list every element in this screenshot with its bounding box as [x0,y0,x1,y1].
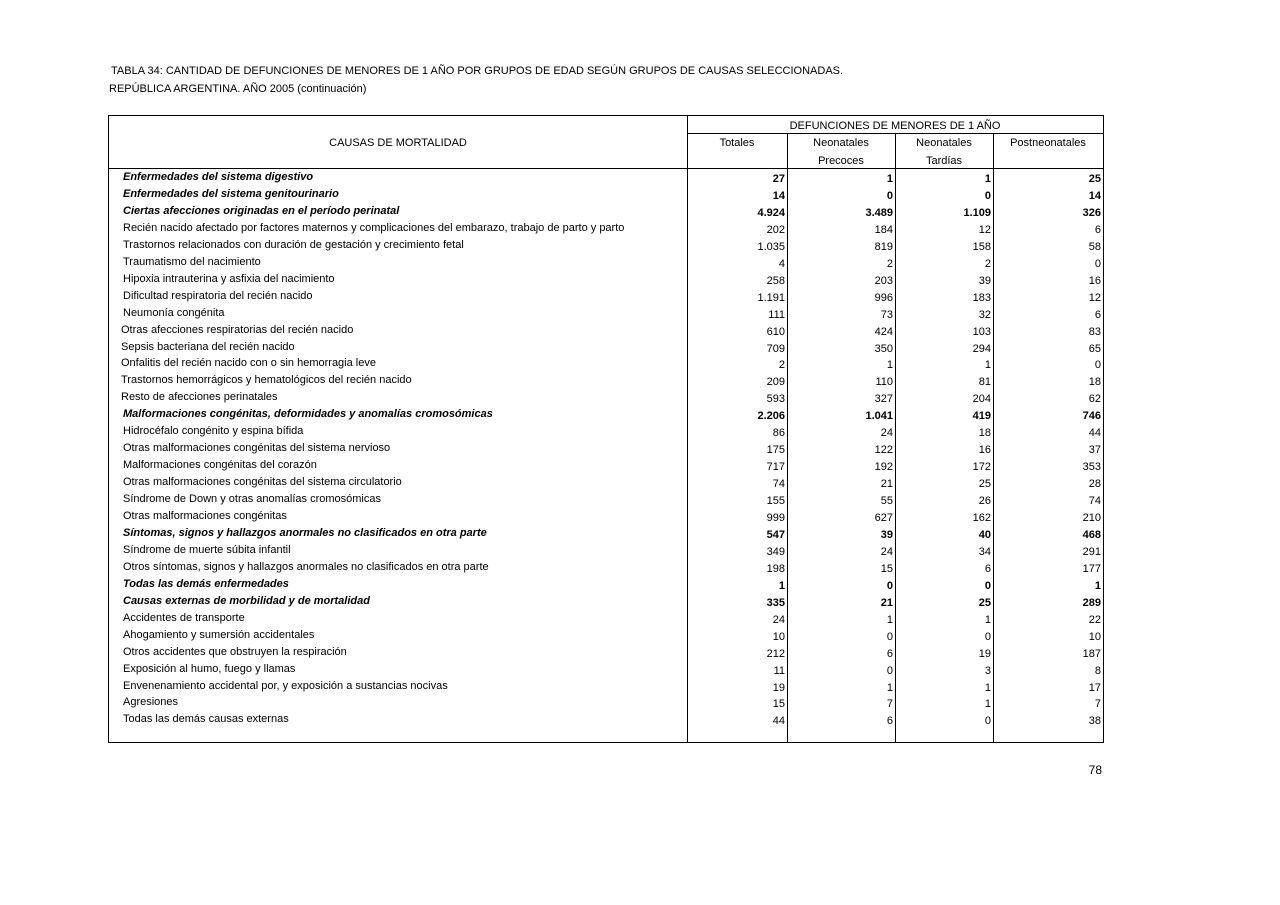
cell-precoces: 73 [880,308,893,321]
cell-totales: 86 [772,427,785,440]
cell-post: 6 [1094,223,1101,236]
table-title: TABLA 34: CANTIDAD DE DEFUNCIONES DE MENORES DE 1 AÑO POR GRUPOS DE EDAD SEGÚN GRUPOS DE CAUSAS SELECCIONADAS. [111,65,844,77]
header-divider [109,168,1103,169]
row-label: Enfermedades del sistema genitourinario [123,187,339,200]
cell-precoces: 819 [874,240,893,253]
cell-totales: 202 [766,223,785,236]
cell-precoces: 21 [880,478,893,491]
cell-post: 74 [1088,495,1101,508]
cell-post: 326 [1082,206,1101,219]
cell-post: 6 [1094,308,1101,321]
row-label: Accidentes de transporte [123,611,245,624]
cell-post: 289 [1082,596,1101,609]
cell-precoces: 7 [886,698,893,711]
cell-tardias: 32 [978,308,991,321]
col-header-precoces: Neonatales [813,137,869,149]
cell-post: 65 [1088,342,1101,355]
table-subtitle: REPÚBLICA ARGENTINA. AÑO 2005 (continuación) [109,83,367,95]
cell-precoces: 39 [880,528,893,541]
cell-tardias: 25 [978,478,991,491]
row-label: Sepsis bacteriana del recién nacido [121,340,295,353]
row-label: Agresiones [123,696,179,709]
cell-totales: 10 [772,630,785,643]
cell-tardias: 0 [984,189,991,202]
cell-totales: 349 [766,545,785,558]
row-label: Ciertas afecciones originadas en el período perinatal [123,204,400,217]
cell-tardias: 25 [978,596,991,609]
cell-post: 187 [1082,647,1101,660]
cell-totales: 44 [772,715,785,728]
mortality-table [108,115,1104,743]
cell-tardias: 0 [984,579,991,592]
cell-precoces: 21 [880,596,893,609]
cell-precoces: 1 [886,359,893,372]
cell-tardias: 1 [984,613,991,626]
column-divider [687,116,688,742]
cell-post: 25 [1088,173,1101,185]
causes-header: CAUSAS DE MORTALIDAD [329,137,467,149]
cell-post: 58 [1088,240,1101,253]
row-label: Enfermedades del sistema digestivo [123,171,314,183]
cell-tardias: 172 [972,461,991,474]
row-label: Malformaciones congénitas, deformidades y anomalías cromosómicas [123,408,493,421]
row-label: Ahogamiento y sumersión accidentales [123,628,315,641]
cell-precoces: 1 [886,681,893,694]
cell-precoces: 122 [874,444,893,457]
cell-tardias: 158 [972,240,991,253]
cell-tardias: 16 [978,444,991,457]
cell-totales: 610 [766,325,785,338]
cell-post: 83 [1088,325,1101,338]
row-label: Otras malformaciones congénitas [123,510,287,522]
row-label: Resto de afecciones perinatales [121,391,278,404]
cell-totales: 24 [772,613,785,626]
cell-precoces: 627 [874,512,893,524]
row-label: Hipoxia intrauterina y asfixia del nacimiento [123,272,335,285]
cell-tardias: 294 [972,342,991,355]
cell-totales: 209 [766,376,785,389]
row-label: Dificultad respiratoria del recién nacido [123,289,313,302]
row-label: Todas las demás enfermedades [123,577,289,590]
cell-totales: 14 [772,189,785,202]
cell-post: 12 [1088,291,1101,304]
row-label: Trastornos hemorrágicos y hematológicos del recién nacido [121,374,412,387]
row-label: Onfalitis del recién nacido con o sin hemorragia leve [121,357,376,370]
cell-totales: 155 [766,495,785,508]
cell-precoces: 2 [886,257,893,270]
cell-tardias: 6 [984,562,991,575]
row-label: Todas las demás causas externas [123,713,289,726]
cell-post: 38 [1088,715,1101,728]
cell-totales: 2.206 [757,410,785,423]
cell-post: 0 [1094,359,1101,372]
cell-tardias: 19 [978,647,991,660]
cell-totales: 1 [778,579,785,592]
cell-tardias: 2 [984,257,991,270]
cell-totales: 1.035 [757,240,785,253]
cell-tardias: 81 [978,376,991,389]
cell-tardias: 419 [972,410,991,423]
cell-totales: 4 [778,257,785,270]
cell-totales: 2 [778,359,785,372]
column-divider [787,133,788,742]
cell-tardias: 103 [972,325,991,338]
cell-tardias: 204 [972,393,991,406]
cell-precoces: 24 [880,545,893,558]
cell-tardias: 39 [978,274,991,287]
cell-precoces: 110 [875,376,893,389]
cell-tardias: 34 [978,545,991,558]
cell-tardias: 1 [984,681,991,694]
cell-post: 291 [1082,545,1101,558]
cell-precoces: 3.489 [865,206,893,219]
cell-precoces: 0 [886,189,893,202]
col-header-tardias-sub: Tardías [925,155,963,167]
row-label: Malformaciones congénitas del corazón [123,459,317,472]
page-number: 78 [1088,763,1102,777]
row-label: Causas externas de morbilidad y de mortalidad [123,594,370,607]
cell-tardias: 1 [984,173,991,185]
cell-tardias: 18 [978,427,991,440]
cell-post: 44 [1088,427,1101,440]
cell-precoces: 24 [880,427,893,440]
cell-precoces: 55 [880,495,893,508]
cell-post: 8 [1094,664,1101,677]
row-label: Hidrocéfalo congénito y espina bífida [123,425,304,438]
cell-totales: 175 [766,444,785,457]
cell-post: 62 [1088,393,1101,406]
cell-post: 746 [1082,410,1101,423]
cell-precoces: 327 [874,393,893,406]
cell-totales: 27 [772,173,785,185]
cell-precoces: 192 [874,461,893,474]
column-divider [993,133,994,742]
cell-tardias: 0 [984,715,991,728]
row-label: Síndrome de muerte súbita infantil [123,543,291,556]
cell-tardias: 12 [978,223,991,236]
cell-totales: 709 [766,342,785,355]
row-label: Recién nacido afectado por factores maternos y complicaciones del embarazo, trabajo de parto y parto [123,221,625,234]
cell-tardias: 1.109 [963,206,991,219]
cell-precoces: 184 [874,223,893,236]
row-label: Síndrome de Down y otras anomalías cromosómicas [123,493,381,506]
cell-totales: 717 [766,461,785,474]
cell-post: 17 [1088,681,1101,694]
cell-totales: 335 [766,596,785,609]
row-label: Otras afecciones respiratorias del recién nacido [121,323,354,336]
cell-totales: 11 [773,664,785,677]
cell-totales: 198 [766,562,785,575]
col-header-precoces-sub: Precoces [818,155,864,167]
cell-post: 7 [1094,698,1101,711]
cell-precoces: 0 [886,630,893,643]
cell-post: 22 [1088,613,1101,626]
cell-precoces: 1 [886,173,893,185]
cell-precoces: 350 [874,342,893,355]
cell-totales: 999 [766,512,785,524]
cell-post: 10 [1088,630,1101,643]
cell-post: 18 [1088,376,1101,389]
cell-tardias: 183 [972,291,991,304]
cell-tardias: 1 [984,359,991,372]
cell-precoces: 996 [874,291,893,304]
cell-totales: 212 [766,647,785,660]
cell-post: 37 [1088,444,1101,457]
cell-totales: 4.924 [757,206,785,219]
cell-post: 210 [1082,512,1101,524]
cell-totales: 74 [772,478,785,491]
cell-precoces: 0 [886,664,893,677]
row-label: Trastornos relacionados con duración de gestación y crecimiento fetal [123,238,464,251]
row-label: Otros síntomas, signos y hallazgos anormales no clasificados en otra parte [123,560,489,573]
row-label: Síntomas, signos y hallazgos anormales no clasificados en otra parte [123,526,487,539]
cell-post: 14 [1088,189,1101,202]
cell-tardias: 1 [984,698,991,711]
cell-tardias: 40 [978,528,991,541]
cell-post: 468 [1082,528,1101,541]
cell-post: 353 [1082,461,1101,474]
row-label: Otros accidentes que obstruyen la respiración [123,645,347,658]
cell-post: 177 [1082,562,1101,575]
row-label: Traumatismo del nacimiento [123,255,261,268]
col-header-tardias: Neonatales [916,137,972,149]
column-divider [895,133,896,742]
cell-precoces: 1 [886,613,893,626]
cell-totales: 593 [766,393,785,406]
cell-totales: 15 [772,698,785,711]
cell-tardias: 26 [978,495,991,508]
cell-post: 16 [1088,274,1101,287]
cell-post: 1 [1094,579,1101,592]
header-divider [687,133,1103,134]
cell-precoces: 6 [886,647,893,660]
cell-totales: 19 [772,681,785,694]
col-header-totales: Totales [719,137,755,149]
col-header-postneonatales: Postneonatales [1010,137,1086,149]
cell-precoces: 203 [874,274,893,287]
group-header: DEFUNCIONES DE MENORES DE 1 AÑO [789,120,1001,132]
cell-post: 28 [1088,478,1101,491]
row-label: Neumonía congénita [123,306,225,319]
cell-tardias: 162 [972,512,991,524]
row-label: Otras malformaciones congénitas del sistema nervioso [123,442,391,455]
cell-totales: 547 [766,528,785,541]
cell-tardias: 0 [984,630,991,643]
cell-tardias: 3 [984,664,991,677]
cell-totales: 1.191 [757,291,785,304]
row-label: Envenenamiento accidental por, y exposición a sustancias nocivas [123,679,448,692]
row-label: Exposición al humo, fuego y llamas [123,662,296,675]
cell-precoces: 424 [874,325,893,338]
cell-precoces: 1.041 [865,410,893,423]
cell-totales: 258 [766,274,785,287]
cell-precoces: 6 [886,715,893,728]
cell-totales: 111 [768,308,785,321]
cell-precoces: 15 [880,562,893,575]
row-label: Otras malformaciones congénitas del sistema circulatorio [123,476,402,489]
cell-post: 0 [1094,257,1101,270]
cell-precoces: 0 [886,579,893,592]
